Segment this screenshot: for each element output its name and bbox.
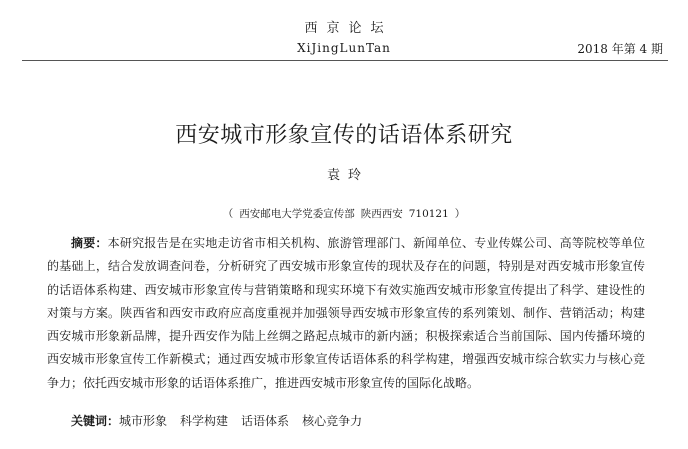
affiliation-place: 陕西西安 xyxy=(360,208,403,220)
keyword-item: 城市形象 xyxy=(119,414,168,428)
abstract-text: 本研究报告是在实地走访省市相关机构、旅游管理部门、新闻单位、专业传媒公司、高等院校等单位的基础上，结合发放调查问卷，分析研究了西安城市形象宣传的现状及存在的问题，特别是对西安城市形象宣传的话语体系构建、西安城市形象宣传与营销策略和现实环境下有效实施西安城市形象宣传提出了科学、建设性的对策与方案。陕西省和西安市政府应高度重视并加强领导西安城市形象宣传的系列策划、制作、营销活动；构建西安城市形象新品牌，提升西安作为陆上丝绸之路起点城市的新内涵；积极探索适合当前国际、国内传播环境的西安城市形象宣传工作新模式；通过西安城市形象宣传话语体系的科学构建，增强西安城市综合软实力与核心竞争力；依托西安城市形象的话语体系推广，推进西安城市形象宣传的国际化战略。 xyxy=(47,236,645,390)
keyword-item: 核心竞争力 xyxy=(302,414,363,428)
abstract-label: 摘要： xyxy=(71,236,108,250)
issue-number: 2018 年第 4 期 xyxy=(577,42,663,56)
article-author: 袁玲 xyxy=(326,168,369,183)
affiliation-open-paren: （ xyxy=(222,208,234,220)
journal-name: 西京论坛 xyxy=(304,21,393,36)
keyword-item: 科学构建 xyxy=(180,414,229,428)
journal-pinyin: XiJingLunTan xyxy=(297,41,391,55)
abstract xyxy=(47,232,645,395)
affiliation-postcode: 710121 xyxy=(408,208,449,220)
keywords xyxy=(71,413,375,429)
affiliation-close-paren: ） xyxy=(454,208,466,220)
keywords-label: 关键词： xyxy=(71,414,120,428)
affiliation-unit: 西安邮电大学党委宣传部 xyxy=(239,208,355,220)
article-title: 西安城市形象宣传的话语体系研究 xyxy=(175,123,513,148)
header-divider xyxy=(22,60,668,61)
keyword-item: 话语体系 xyxy=(241,414,290,428)
author-affiliation xyxy=(0,207,688,221)
